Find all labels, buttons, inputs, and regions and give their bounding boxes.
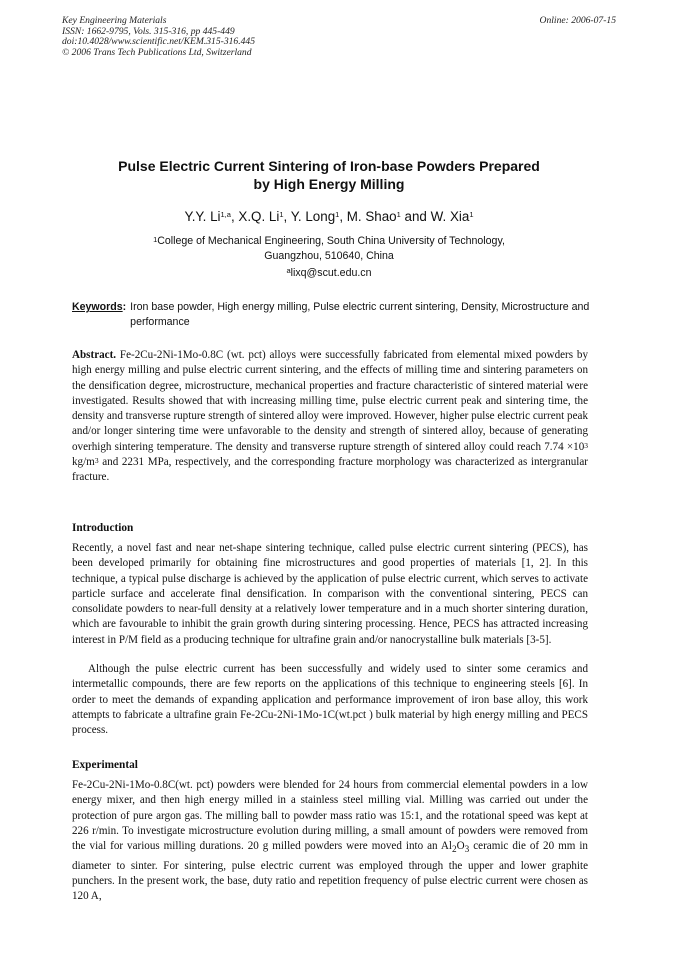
- affiliation-line-1: College of Mechanical Engineering, South China University of Technology,: [157, 235, 505, 247]
- author: Y. Long: [290, 209, 336, 224]
- experimental-paragraph-1: [72, 778, 588, 905]
- author: Y.Y. Li: [184, 209, 221, 224]
- author-sup: 1: [279, 210, 284, 219]
- abstract-text-end: and 2231 MPa, respectively, and the corresponding fracture morphology was characterized as intergranular fracture.: [72, 456, 588, 484]
- experimental-heading: Experimental: [72, 759, 138, 771]
- author-list: [70, 208, 588, 226]
- author-sep: and: [400, 209, 431, 224]
- author: M. Shao: [346, 209, 397, 224]
- copyright-line: © 2006 Trans Tech Publications Ltd, Switzerland: [62, 46, 252, 58]
- title-line-1: Pulse Electric Current Sintering of Iron-base Powders Prepared: [118, 158, 540, 174]
- experimental-text-c: ceramic die of 20 mm in diameter to sinter. For sintering, pulse electric current was employed through the upper and lower graphite punchers. In the present work, the base, duty ratio and repetition frequency of pulse electric current were chosen as 120 A,: [72, 840, 588, 903]
- doi-line: doi:10.4028/www.scientific.net/KEM.315-316.445: [62, 36, 256, 48]
- author-sup: 1: [335, 210, 340, 219]
- email: [70, 266, 588, 280]
- density-unit-exp: 3: [94, 456, 99, 466]
- al-subscript: 2: [452, 845, 457, 856]
- o-subscript: 3: [464, 845, 470, 856]
- keywords: [72, 300, 592, 329]
- author: W. Xia: [430, 209, 470, 224]
- introduction-heading: Introduction: [72, 522, 134, 534]
- author-sep: ,: [230, 209, 239, 224]
- affiliation-sup: 1: [153, 235, 158, 244]
- journal-name: Key Engineering Materials: [62, 15, 167, 26]
- abstract: [72, 348, 588, 486]
- paper-title: [70, 157, 588, 193]
- abstract-label: Abstract.: [72, 349, 117, 361]
- keywords-colon: :: [122, 301, 127, 313]
- author-sup: 1: [469, 210, 474, 219]
- email-address[interactable]: lixq@scut.edu.cn: [290, 267, 372, 279]
- author-sep: ,: [283, 209, 291, 224]
- keywords-text: Iron base powder, High energy milling, Pulse electric current sintering, Density, Microstructure and performance: [130, 301, 590, 328]
- title-line-2: by High Energy Milling: [253, 176, 405, 192]
- introduction-paragraph-2: Although the pulse electric current has been successfully and widely used to sinter some ceramics and intermetallic compounds, there are few reports on the applications of this technique to engineering steels [6]. In order to meet the demands of expanding application and performance improvement of iron base alloy, this work attempts to fabricate a ultrafine grain Fe-2Cu-2Ni-1Mo-1C(wt.pct ) bulk material by high energy milling and PECS process.: [72, 663, 588, 737]
- affiliation: [70, 234, 588, 264]
- online-date: Online: 2006-07-15: [539, 15, 616, 26]
- author-sep: ,: [339, 209, 347, 224]
- abstract-text: Fe-2Cu-2Ni-1Mo-0.8C (wt. pct) alloys were successfully fabricated from elemental mixed powders by high energy milling and pulse electric current sintering, and the effects of milling time and sintering parameters on the densification degree, microstructure, mechanical properties and fracture characteristic of sintered material were investigated. Results showed that with increasing milling time, pulse electric current peak and sintering time, the density and transverse rupture strength of sintered alloy were improved. However, higher pulse electric current peak and/or longer sintering time were unfavorable to the density and strength of sintered alloy, because of generating overhigh sintering temperature. The density and transverse rupture strength of sintered alloy could reach 7.74: [72, 349, 588, 453]
- journal-header: [62, 16, 255, 58]
- keywords-label: Keywords: [72, 301, 123, 313]
- experimental-text-b: O: [456, 840, 465, 853]
- density-unit-pre: ×10: [566, 440, 585, 453]
- introduction-paragraph-1: Recently, a novel fast and near net-shape sintering technique, called pulse electric current sintering (PECS), has been developed primarily for obtaining fine microstructures and good properties of materials [1, 2]. In this technique, a typical pulse discharge is achieved by the application of pulse electric current, which serves to activate particle surface and accelerate final densification. In comparison with the conventional sintering, PECS can consolidate powders to near-full density at a relatively lower temperature and in a much shorter sintering duration, which are favourable to inhibit the grain growth during sintering processing. Hence, PECS has attracted increasing interest in P/M field as a producing technique for ultrafine grain and/or nanocrystalline bulk materials [3-5].: [72, 542, 588, 646]
- email-sup: a: [286, 266, 291, 275]
- author-sup: 1: [396, 210, 401, 219]
- experimental-text-a: Fe-2Cu-2Ni-1Mo-0.8C(wt. pct) powders were blended for 24 hours from commercial elemental powders in a low energy mixer, and then high energy milled in a stainless steel milling vial. Milling was carried out under the protection of pure argon gas. The milling ball to powder mass ratio was 15:1, and the rotational speed was kept at 226 r/min. To investigate microstructure evolution during milling, a small amount of powders were removed from the vial for various milling durations. 20 g milled powders were moved into an Al: [72, 779, 588, 853]
- affiliation-line-2: Guangzhou, 510640, China: [264, 250, 394, 262]
- density-exp: 3: [584, 440, 588, 450]
- author-sup: 1,a: [220, 210, 231, 219]
- author: X.Q. Li: [238, 209, 280, 224]
- density-unit: kg/m: [72, 456, 95, 469]
- issn-line: ISSN: 1662-9795, Vols. 315-316, pp 445-449: [62, 25, 235, 37]
